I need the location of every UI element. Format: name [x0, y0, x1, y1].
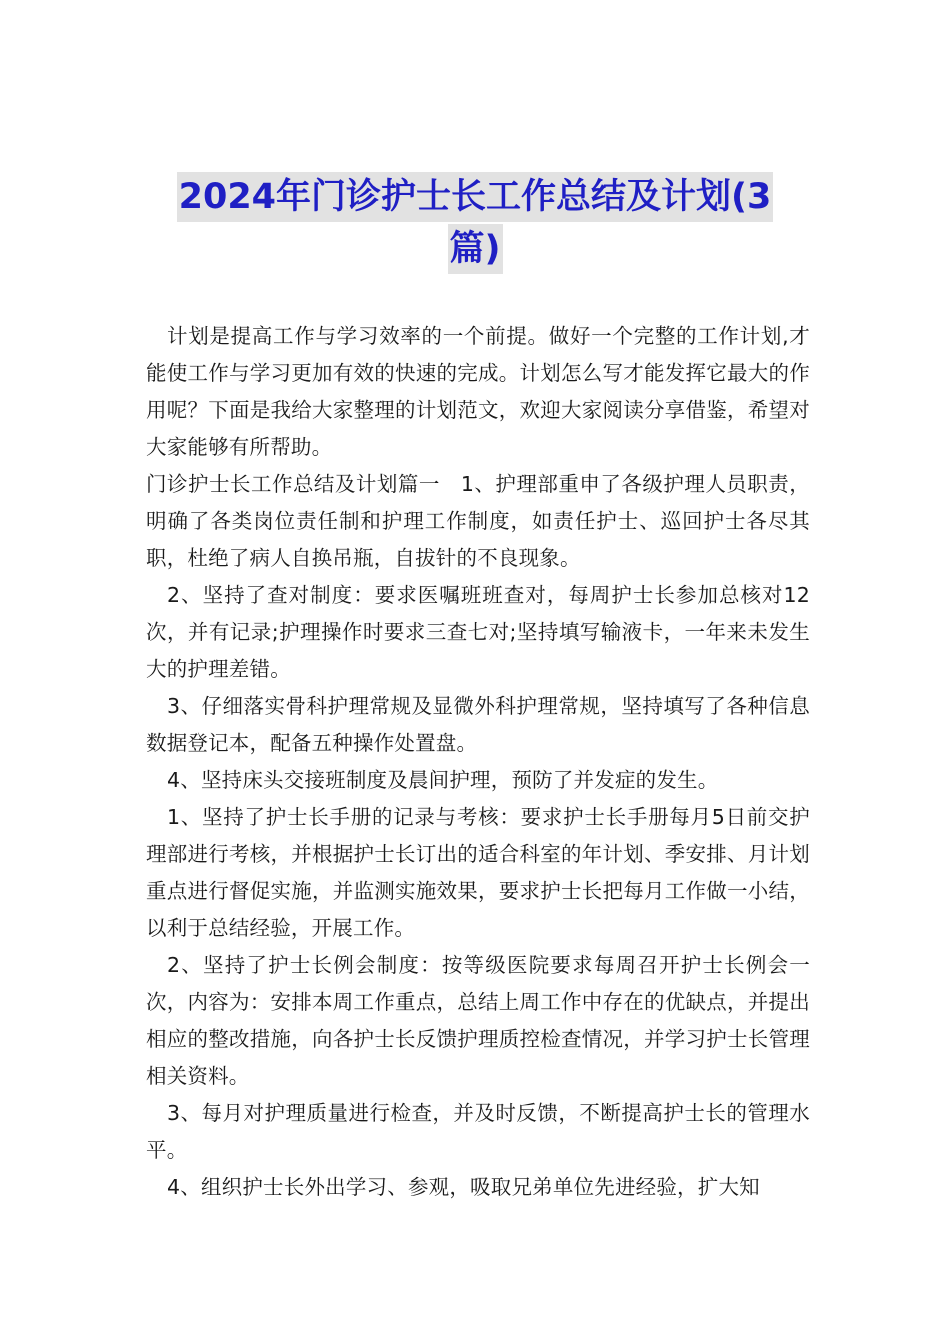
paragraph-item: 2、坚持了护士长例会制度：按等级医院要求每周召开护士长例会一次，内容为：安排本周工作重点，总结上周工作中存在的优缺点，并提出相应的整改措施，向各护士长反馈护理质控检查情况，并学习护士长管理相关资料。: [146, 953, 810, 1088]
paragraph-item: 3、每月对护理质量进行检查，并及时反馈，不断提高护士长的管理水平。: [146, 1101, 810, 1162]
paragraph-item: 4、组织护士长外出学习、参观，吸取兄弟单位先进经验，扩大知: [167, 1175, 760, 1199]
document-body: [146, 318, 810, 1206]
title-line-2: 篇): [448, 224, 503, 274]
paragraph-item: 2、坚持了查对制度：要求医嘱班班查对，每周护士长参加总核对12次，并有记录;护理操作时要求三查七对;坚持填写输液卡，一年来未发生大的护理差错。: [146, 583, 810, 681]
paragraph-item: 3、仔细落实骨科护理常规及显微外科护理常规，坚持填写了各种信息数据登记本，配备五种操作处置盘。: [146, 694, 810, 755]
document-title: [120, 172, 830, 274]
paragraph-item: 4、坚持床头交接班制度及晨间护理，预防了并发症的发生。: [167, 768, 719, 792]
title-line-1: 2024年门诊护士长工作总结及计划(3: [177, 172, 774, 222]
paragraph-section-1: 门诊护士长工作总结及计划篇一 1、护理部重申了各级护理人员职责，明确了各类岗位责任制和护理工作制度，如责任护士、巡回护士各尽其职，杜绝了病人自换吊瓶，自拔针的不良现象。: [146, 472, 810, 570]
paragraph-item: 1、坚持了护士长手册的记录与考核：要求护士长手册每月5日前交护理部进行考核，并根据护士长订出的适合科室的年计划、季安排、月计划重点进行督促实施，并监测实施效果，要求护士长把每月工作做一小结，以利于总结经验，开展工作。: [146, 805, 810, 940]
paragraph-intro: 计划是提高工作与学习效率的一个前提。做好一个完整的工作计划,才能使工作与学习更加有效的快速的完成。计划怎么写才能发挥它最大的作用呢？下面是我给大家整理的计划范文，欢迎大家阅读分享借鉴，希望对大家能够有所帮助。: [146, 324, 810, 459]
